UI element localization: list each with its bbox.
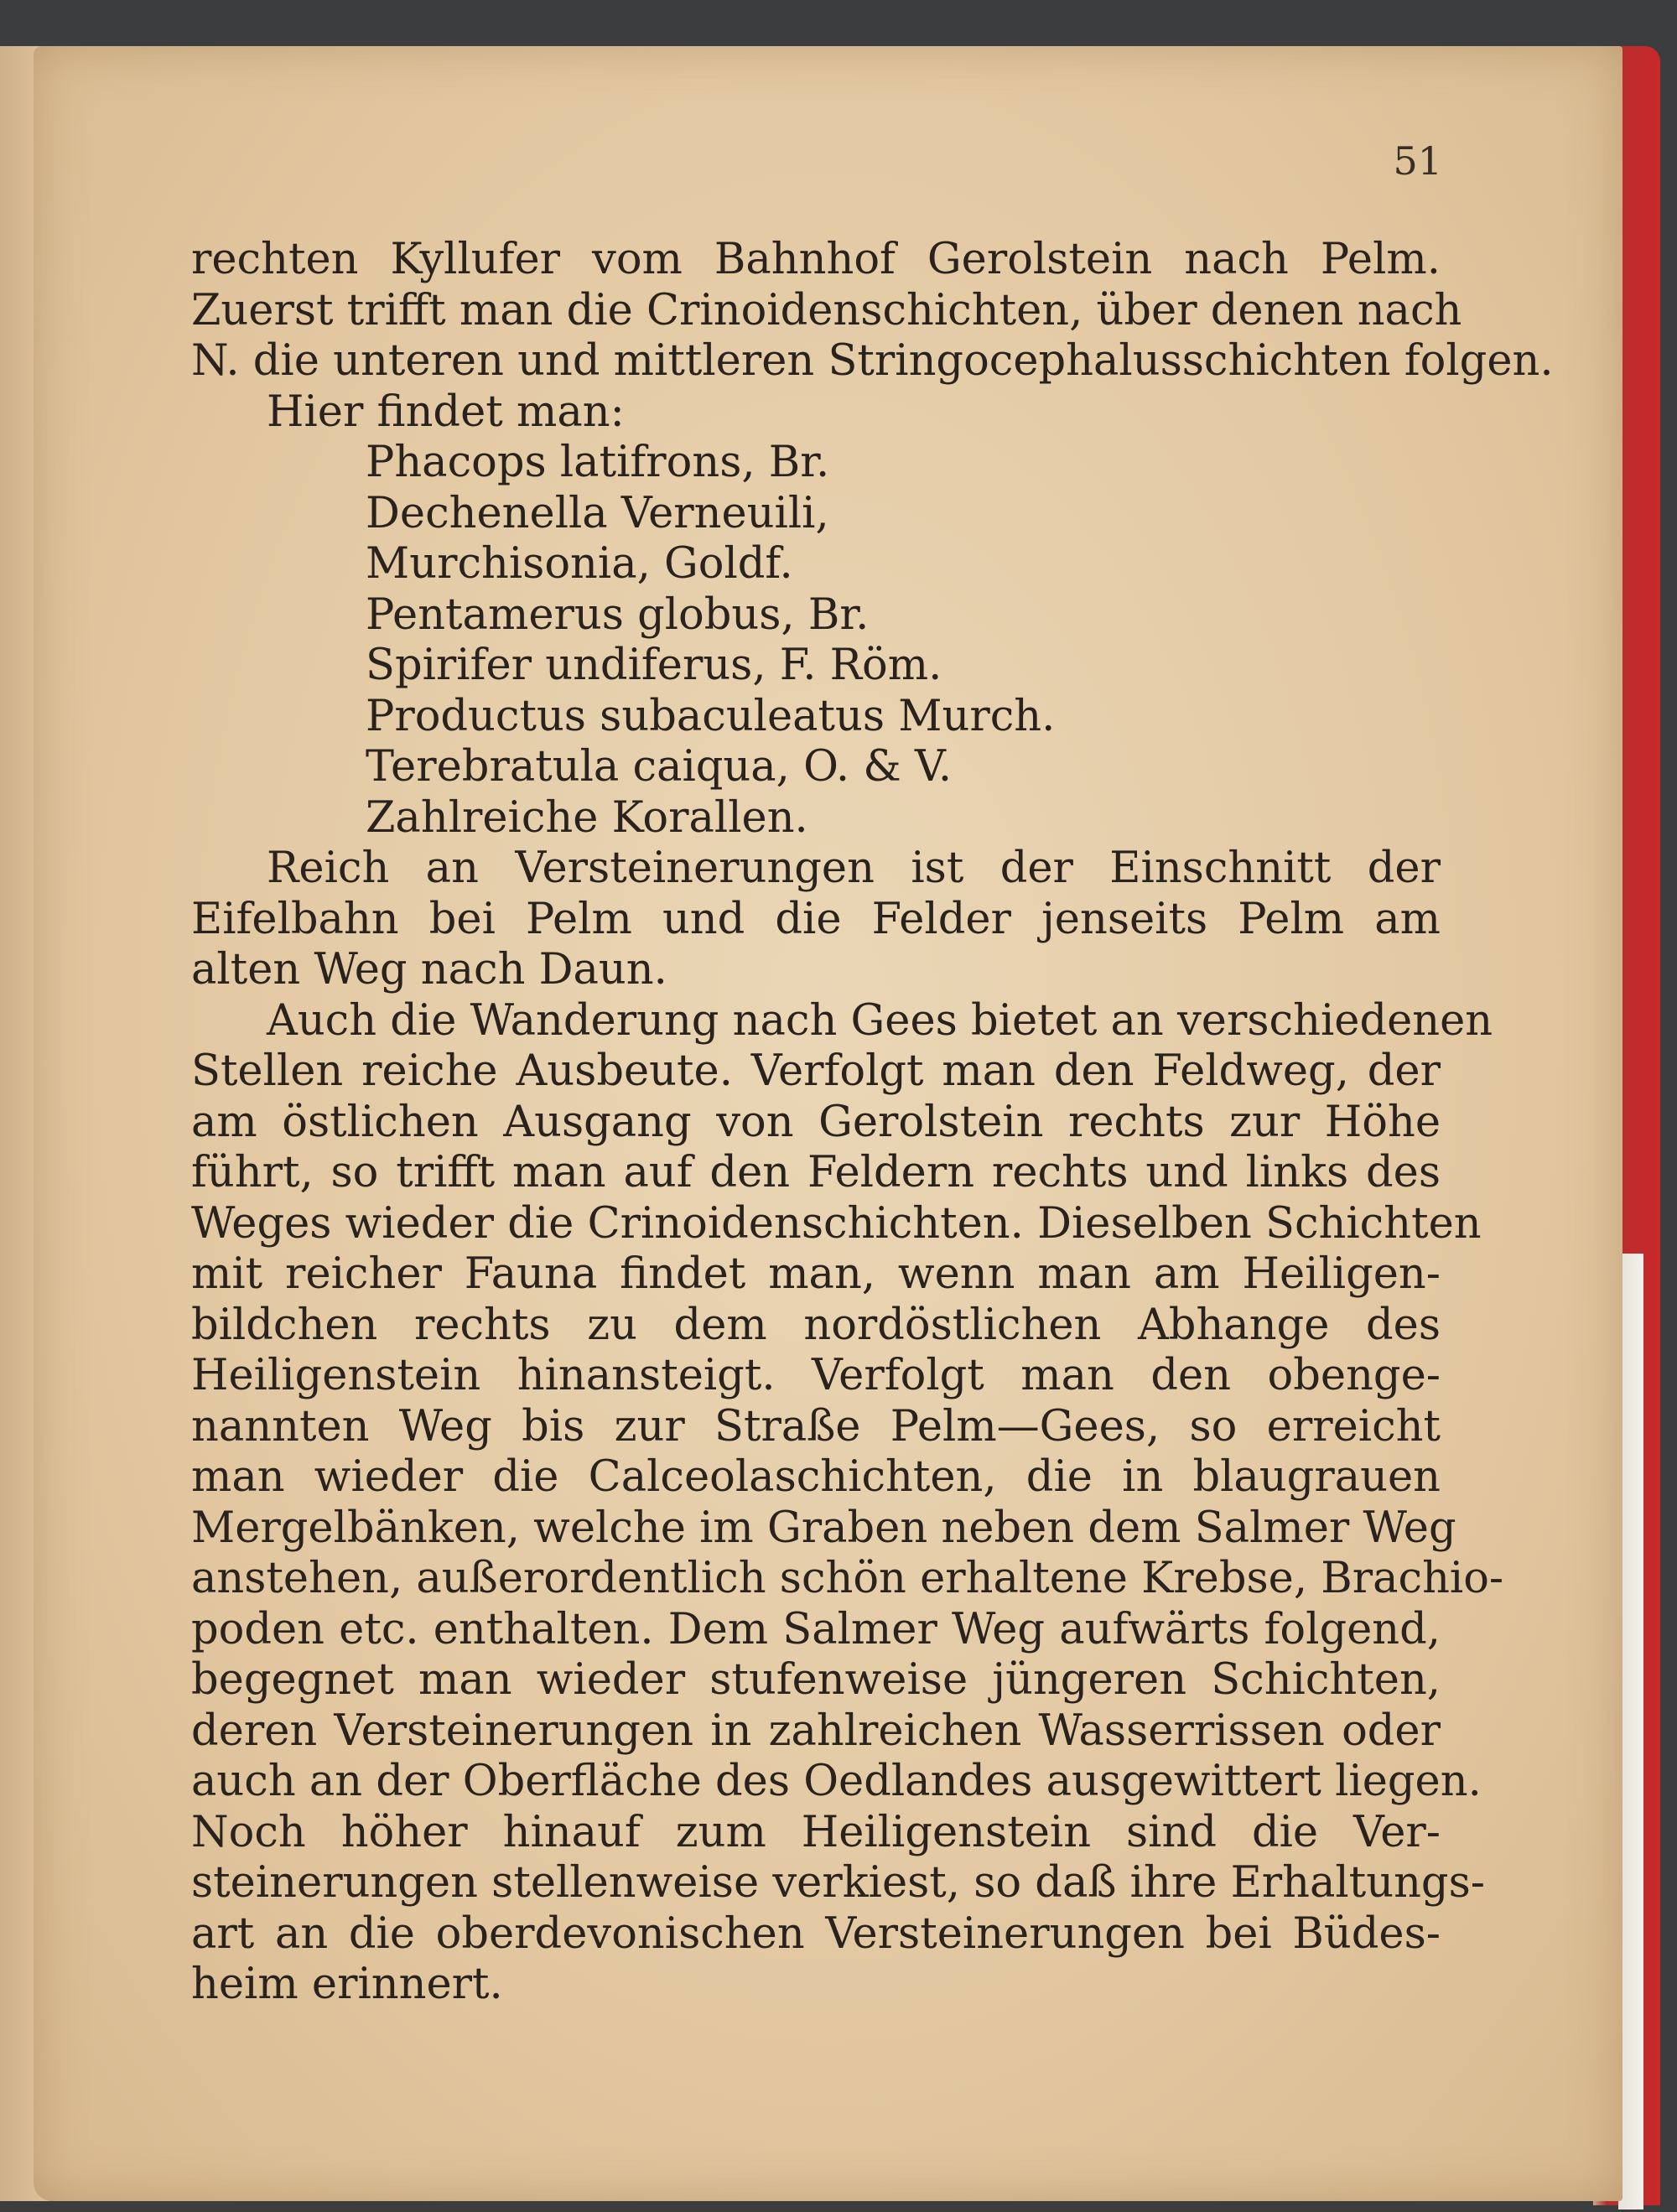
text-line: Noch höher hinauf zum Heiligenstein sind die Ver- (191, 1807, 1441, 1857)
text-line: anstehen, außerordentlich schön erhaltene Krebse, Brachio- (191, 1554, 1504, 1603)
species-item: Spirifer undiferus, F. Röm. (366, 641, 942, 690)
text-line: Auch die Wanderung nach Gees bietet an verschiedenen (267, 995, 1493, 1046)
text-line: man wieder die Calceolaschichten, die in blaugrauen (191, 1452, 1441, 1502)
species-item: Murchisonia, Goldf. (366, 539, 793, 589)
text-line: Heiligenstein hinansteigt. Verfolgt man den obenge- (191, 1351, 1441, 1400)
body-text (191, 235, 1554, 2011)
text-line: deren Versteinerungen in zahlreichen Wasserrissen oder (191, 1706, 1441, 1756)
text-line: art an die oberdevonischen Versteinerungen bei Büdes- (191, 1908, 1441, 1959)
text-line: N. die unteren und mittleren Stringocephalusschichten folgen. (191, 336, 1554, 386)
text-line: rechten Kyllufer vom Bahnhof Gerolstein nach Pelm. (191, 235, 1441, 284)
species-item: Productus subaculeatus Murch. (366, 691, 1056, 741)
text-line: begegnet man wieder stufenweise jüngeren Schichten, (191, 1655, 1441, 1705)
text-line: steinerungen stellenweise verkiest, so daß ihre Erhaltungs- (191, 1858, 1485, 1908)
text-line: Hier findet man: (267, 387, 625, 437)
text-line: Eifelbahn bei Pelm und die Felder jenseits Pelm am (191, 894, 1441, 944)
species-item: Dechenella Verneuili, (366, 488, 829, 538)
text-line: Zuerst trifft man die Crinoidenschichten, über denen nach (191, 285, 1462, 335)
text-line: Mergelbänken, welche im Graben neben dem Salmer Weg (191, 1503, 1456, 1553)
text-line: heim erinnert. (191, 1960, 503, 2009)
species-item: Phacops latifrons, Br. (366, 438, 830, 487)
text-line: bildchen rechts zu dem nordöstlichen Abhange des (191, 1300, 1441, 1350)
text-line: Reich an Versteinerungen ist der Einschnitt der (267, 844, 1441, 893)
species-item: Zahlreiche Korallen. (366, 792, 808, 843)
text-line: Weges wieder die Crinoidenschichten. Dieselben Schichten (191, 1198, 1482, 1249)
page-number: 51 (1393, 138, 1442, 184)
species-item: Terebratula caiqua, O. & V. (366, 742, 953, 792)
text-line: nannten Weg bis zur Straße Pelm—Gees, so erreicht (191, 1401, 1441, 1451)
text-line: Stellen reiche Ausbeute. Verfolgt man den Feldweg, der (191, 1046, 1441, 1096)
text-line: auch an der Oberfläche des Oedlandes ausgewittert liegen. (191, 1757, 1482, 1806)
text-line: alten Weg nach Daun. (191, 945, 667, 994)
text-line: führt, so trifft man auf den Feldern rechts und links des (191, 1148, 1441, 1197)
text-line: mit reicher Fauna findet man, wenn man am Heiligen- (191, 1249, 1441, 1299)
text-line: am östlichen Ausgang von Gerolstein rechts zur Höhe (191, 1097, 1441, 1147)
text-line: poden etc. enthalten. Dem Salmer Weg aufwärts folgend, (191, 1604, 1441, 1654)
species-item: Pentamerus globus, Br. (366, 589, 870, 640)
